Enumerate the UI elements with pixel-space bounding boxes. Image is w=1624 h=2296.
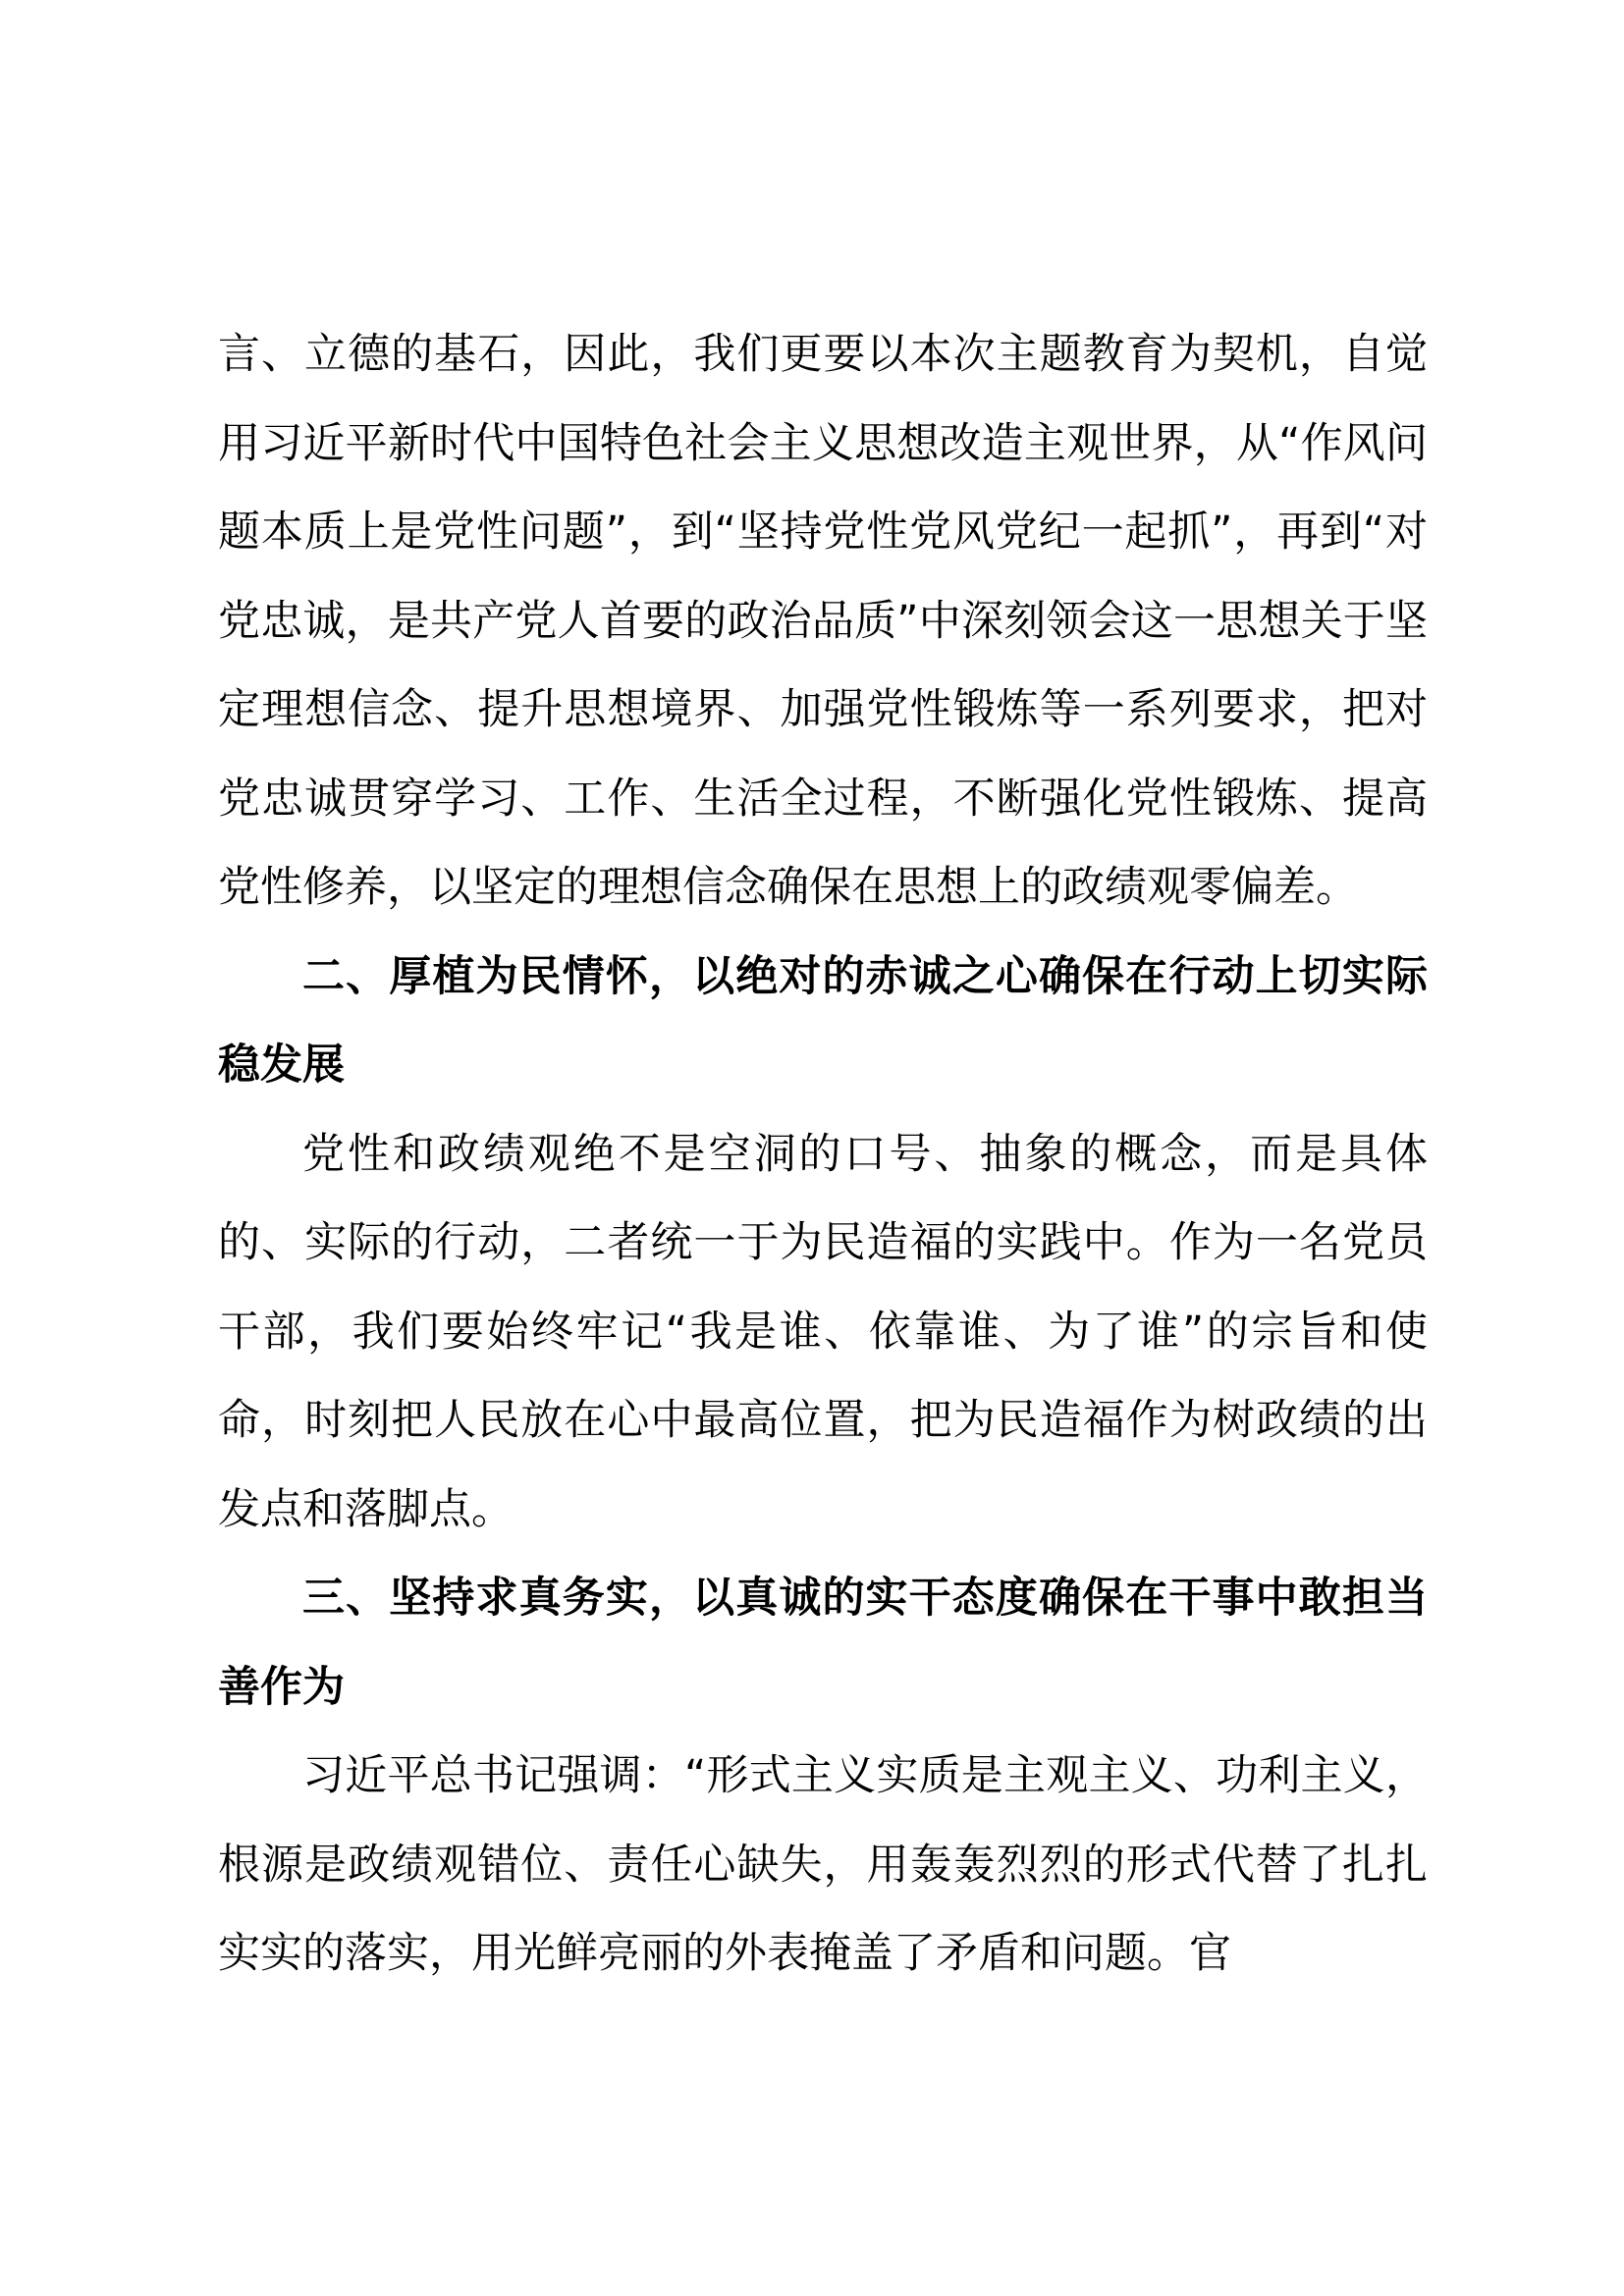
body-paragraph: 习近平总书记强调：“形式主义实质是主观主义、功利主义，根源是政绩观错位、责任心缺失，用轰轰烈烈的形式代替了扎扎实实的落实，用光鲜亮丽的外表掩盖了矛盾和问题。官 [218, 1751, 1428, 1978]
document-page [218, 310, 1428, 1999]
body-paragraph: 言、立德的基石，因此，我们更要以本次主题教育为契机，自觉用习近平新时代中国特色社会主义思想改造主观世界，从“作风问题本质上是党性问题”，到“坚持党性党风党纪一起抓”，再到“对党忠诚，是共产党人首要的政治品质”中深刻领会这一思想关于坚定理想信念、提升思想境界、加强党性锻炼等一系列要求，把对党忠诚贯穿学习、工作、生活全过程，不断强化党性锻炼、提高党性修养，以坚定的理想信念确保在思想上的政绩观零偏差。 [218, 330, 1428, 912]
body-paragraph: 党性和政绩观绝不是空洞的口号、抽象的概念，而是具体的、实际的行动，二者统一于为民造福的实践中。作为一名党员干部，我们要始终牢记“我是谁、依靠谁、为了谁”的宗旨和使命，时刻把人民放在心中最高位置，把为民造福作为树政绩的出发点和落脚点。 [218, 1129, 1428, 1534]
section-heading: 二、厚植为民情怀，以绝对的赤诚之心确保在行动上切实际稳发展 [218, 951, 1428, 1090]
section-heading: 三、坚持求真务实，以真诚的实干态度确保在干事中敢担当善作为 [218, 1574, 1428, 1712]
